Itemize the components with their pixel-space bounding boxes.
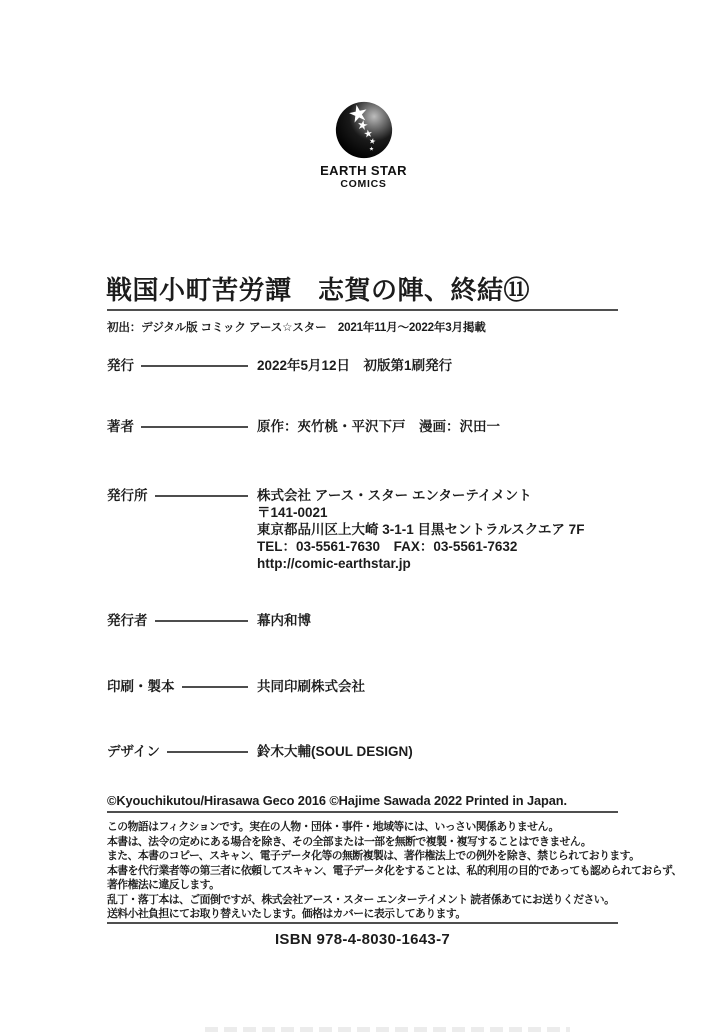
row-label: 著者 xyxy=(107,419,134,434)
legal-line: 本書を代行業者等の第三者に依頼してスキャン、電子データ化をすることは、私的利用の目的であっても認められておらず、 xyxy=(107,864,682,877)
legal-line: 送料小社負担にてお取り替えいたします。価格はカバーに表示してあります。 xyxy=(107,908,466,920)
divider xyxy=(107,922,618,924)
first-publication-note: 初出：デジタル版 コミック アース☆スター 2021年11月～2022年3月掲載 xyxy=(107,321,486,334)
book-title: 戦国小町苦労譚 志賀の陣、終結⑪ xyxy=(106,275,531,305)
publisher-url: http://comic-earthstar.jp xyxy=(257,556,411,571)
colophon-row-publisher xyxy=(107,487,620,572)
leader-line xyxy=(167,751,248,753)
leader-line xyxy=(155,495,249,497)
divider xyxy=(107,811,618,813)
colophon-row-authors xyxy=(107,418,620,435)
row-label: 印刷・製本 xyxy=(107,679,175,694)
publisher-logo xyxy=(0,100,727,190)
legal-line: 著作権法に違反します。 xyxy=(107,879,220,891)
leader-line xyxy=(182,686,249,688)
publisher-name: EARTH STAR xyxy=(320,163,407,178)
copyright-line: ©Kyouchikutou/Hirasawa Geco 2016 ©Hajime Sawada 2022 Printed in Japan. xyxy=(107,793,567,808)
row-label: 発行所 xyxy=(107,488,148,503)
leader-line xyxy=(155,620,249,622)
earth-star-globe-icon xyxy=(334,100,394,160)
leader-line xyxy=(141,365,248,367)
colophon-row-issuer xyxy=(107,612,620,629)
row-label: 発行 xyxy=(107,358,134,373)
publisher-address: 東京都品川区上大崎 3-1-1 目黒セントラルスクエア 7F xyxy=(257,522,585,537)
cut-off-text-artifact xyxy=(205,1027,570,1032)
title-divider xyxy=(107,309,618,311)
legal-notice xyxy=(107,820,682,922)
row-value: 2022年5月12日 初版第1刷発行 xyxy=(257,358,453,373)
leader-line xyxy=(141,426,248,428)
row-value: 原作：夾竹桃・平沢下戸 漫画：沢田一 xyxy=(257,419,500,434)
colophon-row-design xyxy=(107,743,620,760)
legal-line: また、本書のコピー、スキャン、電子データ化等の無断複製は、著作権法上での例外を除き、禁じられております。 xyxy=(107,850,640,862)
publisher-phone-fax: TEL：03-5561-7630 FAX：03-5561-7632 xyxy=(257,539,518,554)
row-label: デザイン xyxy=(107,744,161,759)
colophon-row-published xyxy=(107,357,620,374)
legal-line: この物語はフィクションです。実在の人物・団体・事件・地域等には、いっさい関係ありません。 xyxy=(107,821,559,833)
colophon-row-printing xyxy=(107,678,620,695)
legal-line: 乱丁・落丁本は、ご面倒ですが、株式会社アース・スター エンターテイメント 読者係あてにお送りください。 xyxy=(107,893,615,906)
publisher-postal-code: 〒141-0021 xyxy=(257,505,328,520)
row-value: 鈴木大輔(SOUL DESIGN) xyxy=(257,744,413,759)
row-value xyxy=(257,487,620,572)
isbn-number: ISBN 978-4-8030-1643-7 xyxy=(274,931,451,948)
legal-line: 本書は、法令の定めにある場合を除き、その全部または一部を無断で複製・複写することはできません。 xyxy=(107,835,592,848)
row-label: 発行者 xyxy=(107,613,148,628)
row-value: 共同印刷株式会社 xyxy=(257,679,365,694)
publisher-name-sub: COMICS xyxy=(340,178,387,190)
publisher-company: 株式会社 アース・スター エンターテイメント xyxy=(257,488,532,503)
row-value: 幕内和博 xyxy=(257,613,311,628)
